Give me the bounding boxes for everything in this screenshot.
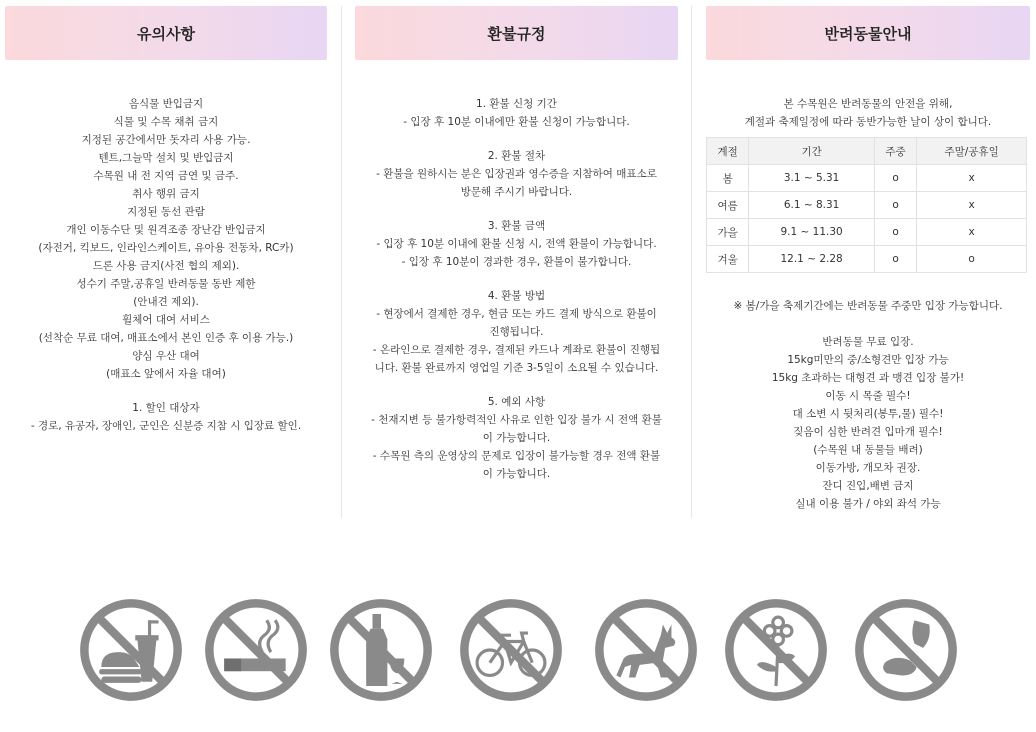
pets-rule-line: (수목원 내 동물들 배려) [813, 444, 923, 456]
refund-section-heading: 4. 환불 방법 [487, 290, 546, 302]
refund-section-line: - 천재지변 등 불가항력적인 사유로 인한 입장 불가 시 전액 환불 [371, 414, 662, 426]
pets-column [706, 6, 1030, 513]
notice-line: 식물 및 수목 채취 금지 [113, 116, 219, 128]
notice-line: 휠체어 대여 서비스 [122, 314, 210, 326]
no-plant-picking-icon [723, 597, 829, 703]
table-header-cell: 주중 [874, 138, 916, 165]
table-cell: 6.1 ~ 8.31 [749, 192, 875, 219]
no-smoking-icon [203, 597, 309, 703]
pets-title: 반려동물안내 [824, 24, 912, 43]
refund-section-line: 진행됩니다. [489, 326, 544, 338]
refund-header [355, 6, 678, 60]
table-cell: x [917, 165, 1027, 192]
notice-line: 수목원 내 전 지역 금연 및 금주. [93, 170, 239, 182]
table-cell: 봄 [707, 165, 749, 192]
refund-title: 환불규정 [487, 24, 546, 43]
notice-header [5, 6, 327, 60]
notice-line: 지정된 공간에서만 돗자리 사용 가능. [81, 134, 251, 146]
discount-heading: 1. 할인 대상자 [132, 402, 200, 414]
refund-section-line: 이 가능합니다. [482, 468, 551, 480]
pets-header [706, 6, 1030, 60]
refund-section-line: 이 가능합니다. [482, 432, 551, 444]
notice-line: 개인 이동수단 및 원격조종 장난감 반입금지 [66, 224, 266, 236]
notice-line: (자전거, 킥보드, 인라인스케이트, 유아용 전동차, RC카) [38, 242, 294, 254]
notice-line: (선착순 무료 대여, 매표소에서 본인 인증 후 이용 가능.) [38, 332, 294, 344]
no-bicycle-icon [458, 597, 564, 703]
notice-line: 텐트,그늘막 설치 및 반입금지 [98, 152, 234, 164]
pets-rules [706, 333, 1030, 513]
refund-section-heading: 2. 환불 절차 [487, 150, 546, 162]
pets-rule-line: 이동가방, 개모차 권장. [815, 462, 921, 474]
refund-section-line: - 입장 후 10분 이내에 환불 신청 시, 전액 환불이 가능합니다. [376, 238, 657, 250]
refund-section-line: - 현장에서 결제한 경우, 현금 또는 카드 결제 방식으로 환불이 [376, 308, 657, 320]
table-cell: o [874, 219, 916, 246]
table-cell: 겨울 [707, 246, 749, 273]
pets-rule-line: 잔디 진입,배변 금지 [822, 480, 914, 492]
pets-intro [706, 95, 1030, 131]
pets-intro-line: 계절과 축제일정에 따라 동반가능한 날이 상이 합니다. [744, 116, 992, 128]
column-divider [341, 6, 342, 518]
notice-line: 양심 우산 대여 [132, 350, 200, 362]
pets-rule-line: 대 소변 시 뒷처리(봉투,물) 필수! [792, 408, 944, 420]
refund-section-line: - 입장 후 10분이 경과한 경우, 환불이 불가합니다. [401, 256, 632, 268]
table-cell: 9.1 ~ 11.30 [749, 219, 875, 246]
no-alcohol-icon [328, 597, 434, 703]
no-rollerskates-icon [853, 597, 959, 703]
pets-intro-line: 본 수목원은 반려동물의 안전을 위해, [783, 98, 953, 110]
notice-line: 성수기 주말,공휴일 반려동물 동반 제한 [76, 278, 256, 290]
pets-rule-line: 짖음이 심한 반려견 입마개 필수! [793, 426, 943, 438]
notice-line: 취사 행위 금지 [132, 188, 200, 200]
pets-rule-line: 15kg 초과하는 대형견 과 맹견 입장 불가! [771, 372, 965, 384]
no-food-drink-icon [78, 597, 184, 703]
table-cell: 여름 [707, 192, 749, 219]
table-cell: o [874, 165, 916, 192]
table-row [707, 219, 1027, 246]
refund-section-line: 방문해 주시기 바랍니다. [460, 186, 573, 198]
table-row [707, 246, 1027, 273]
refund-section-heading: 3. 환불 금액 [487, 220, 546, 232]
refund-section-heading: 5. 예외 사항 [487, 396, 546, 408]
refund-section-line: - 환불을 원하시는 분은 입장권과 영수증을 지참하여 매표소로 [376, 168, 657, 180]
table-row [707, 192, 1027, 219]
refund-section-heading: 1. 환불 신청 기간 [476, 98, 557, 110]
refund-section-line: - 온라인으로 결제한 경우, 결제된 카드나 계좌로 환불이 진행됩 [372, 344, 661, 356]
refund-body [355, 95, 678, 483]
table-row [707, 165, 1027, 192]
notice-title: 유의사항 [137, 24, 195, 43]
table-cell: 3.1 ~ 5.31 [749, 165, 875, 192]
refund-section-line: - 입장 후 10분 이내에만 환불 신청이 가능합니다. [403, 116, 630, 128]
table-header-row [707, 138, 1027, 165]
table-cell: x [917, 192, 1027, 219]
notice-line: (매표소 앞에서 자율 대여) [106, 368, 226, 380]
pet-season-table [706, 137, 1027, 273]
table-header-cell: 주말/공휴일 [917, 138, 1027, 165]
table-header-cell: 기간 [749, 138, 875, 165]
discount-line: - 경로, 유공자, 장애인, 군인은 신분증 지참 시 입장료 할인. [30, 420, 302, 432]
notice-column [5, 6, 327, 435]
notice-line: 드론 사용 금지(사전 협의 제외). [92, 260, 240, 272]
pets-festival-note: ※ 봄/가을 축제기간에는 반려동물 주중만 입장 가능합니다. [733, 300, 1003, 312]
table-cell: 가을 [707, 219, 749, 246]
prohibition-icons-row [78, 597, 958, 709]
column-divider [691, 6, 692, 518]
notice-line: 지정된 동선 관람 [127, 206, 205, 218]
notice-body [5, 95, 327, 435]
table-cell: o [917, 246, 1027, 273]
notice-line: (안내견 제외). [133, 296, 199, 308]
refund-section-line: - 수목원 측의 운영상의 문제로 입장이 불가능할 경우 전액 환불 [372, 450, 661, 462]
table-cell: x [917, 219, 1027, 246]
table-cell: o [874, 246, 916, 273]
pets-rule-line: 이동 시 목줄 필수! [825, 390, 911, 402]
pets-rule-line: 반려동물 무료 입장. [822, 336, 914, 348]
table-cell: o [874, 192, 916, 219]
refund-section-line: 니다. 환불 완료까지 영업일 기준 3-5일이 소요될 수 있습니다. [374, 362, 659, 374]
pets-rule-line: 실내 이용 불가 / 야외 좌석 가능 [795, 498, 941, 510]
pets-rule-line: 15kg미만의 중/소형견만 입장 가능 [787, 354, 949, 366]
notice-line: 음식물 반입금지 [128, 98, 204, 110]
table-header-cell: 계절 [707, 138, 749, 165]
refund-column [355, 6, 678, 483]
no-pets-icon [593, 597, 699, 703]
table-cell: 12.1 ~ 2.28 [749, 246, 875, 273]
